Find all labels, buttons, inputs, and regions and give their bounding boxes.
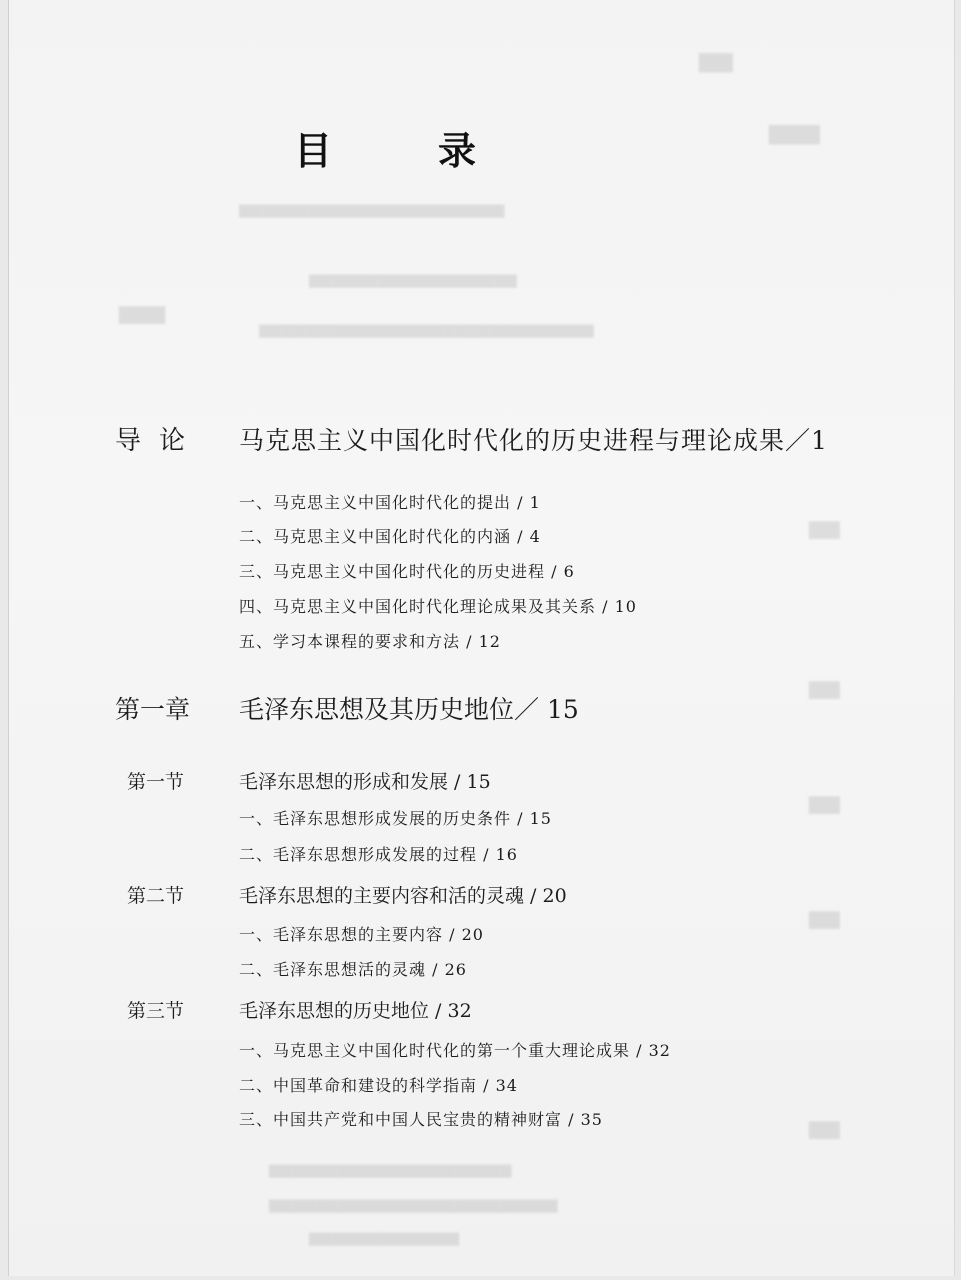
- section-label: 第一节: [127, 771, 185, 793]
- intro-title: 马克思主义中国化时代化的历史进程与理论成果／1: [239, 426, 828, 455]
- section-title: 毛泽东思想的主要内容和活的灵魂 / 20: [239, 885, 567, 907]
- toc-item: 一、毛泽东思想的主要内容 / 20: [239, 925, 484, 944]
- show-through-text: ▆▆: [699, 48, 733, 73]
- intro-label: 导论: [115, 426, 204, 456]
- show-through-text: ▆▆▆▆▆▆▆▆▆▆▆▆▆▆▆▆▆▆▆▆▆: [269, 1160, 512, 1178]
- show-through-text: ▆▆▆▆▆▆▆▆▆▆▆▆▆▆▆▆▆▆▆▆▆▆▆▆▆▆▆▆▆: [259, 320, 594, 338]
- section-label: 第三节: [127, 1000, 185, 1022]
- toc-item: 一、毛泽东思想形成发展的历史条件 / 15: [239, 809, 552, 828]
- section-label: 第二节: [127, 885, 185, 907]
- show-through-text: ▆▆: [809, 1115, 840, 1139]
- toc-item: 一、马克思主义中国化时代化的第一个重大理论成果 / 32: [239, 1041, 671, 1060]
- toc-heading: 目 录: [294, 128, 511, 173]
- show-through-text: ▆▆▆▆▆▆▆▆▆▆▆▆▆: [309, 1228, 459, 1246]
- toc-item: 四、马克思主义中国化时代化理论成果及其关系 / 10: [239, 597, 637, 616]
- show-through-text: ▆▆: [809, 790, 840, 814]
- section-title: 毛泽东思想的历史地位 / 32: [239, 1000, 472, 1022]
- section-title: 毛泽东思想的形成和发展 / 15: [239, 771, 491, 793]
- toc-item: 二、中国革命和建设的科学指南 / 34: [239, 1076, 518, 1095]
- chapter-label: 第一章: [115, 695, 191, 724]
- toc-item: 五、学习本课程的要求和方法 / 12: [239, 632, 501, 651]
- show-through-text: ▆▆▆▆▆▆▆▆▆▆▆▆▆▆▆▆▆▆▆▆▆▆▆: [239, 200, 505, 218]
- toc-item: 三、马克思主义中国化时代化的历史进程 / 6: [239, 562, 575, 581]
- toc-item: 三、中国共产党和中国人民宝贵的精神财富 / 35: [239, 1110, 603, 1129]
- show-through-text: ▆▆: [809, 675, 840, 699]
- show-through-text: ▆▆: [809, 515, 840, 539]
- toc-item: 二、毛泽东思想形成发展的过程 / 16: [239, 845, 518, 864]
- show-through-text: ▆▆▆▆▆▆▆▆▆▆▆▆▆▆▆▆▆▆▆▆▆▆▆▆▆: [269, 1195, 558, 1213]
- show-through-text: ▆▆▆: [769, 120, 820, 145]
- toc-item: 二、毛泽东思想活的灵魂 / 26: [239, 960, 467, 979]
- show-through-text: ▆▆: [809, 905, 840, 929]
- show-through-text: ▆▆▆▆▆▆▆▆▆▆▆▆▆▆▆▆▆▆: [309, 270, 517, 288]
- toc-item: 二、马克思主义中国化时代化的内涵 / 4: [239, 527, 541, 546]
- show-through-text: ▆▆▆: [119, 300, 166, 324]
- toc-item: 一、马克思主义中国化时代化的提出 / 1: [239, 493, 541, 512]
- chapter-title: 毛泽东思想及其历史地位／ 15: [239, 695, 579, 724]
- book-page: [8, 0, 955, 1276]
